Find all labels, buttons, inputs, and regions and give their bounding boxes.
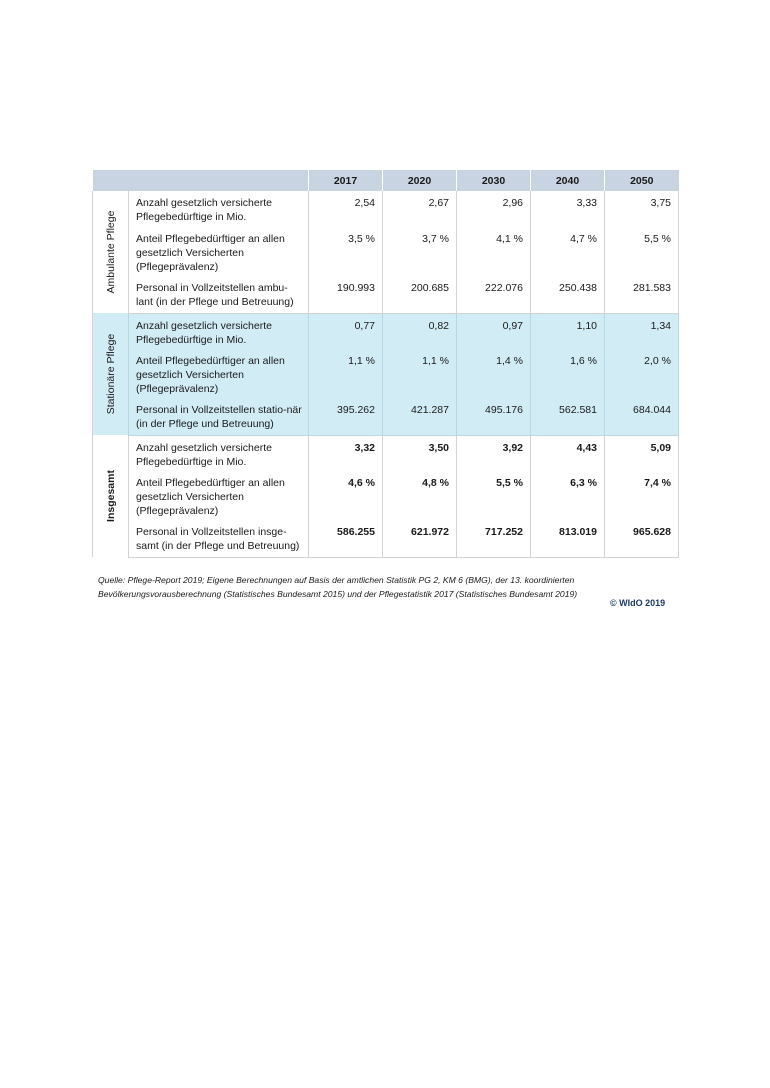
cell-value: 4,43 — [531, 435, 605, 471]
cell-value: 1,1 % — [383, 349, 457, 398]
cell-value: 395.262 — [309, 398, 383, 435]
cell-value: 1,1 % — [309, 349, 383, 398]
data-table-container — [92, 170, 678, 558]
cell-value: 965.628 — [605, 520, 679, 557]
cell-value: 2,54 — [309, 191, 383, 227]
cell-value: 190.993 — [309, 276, 383, 313]
cell-value: 495.176 — [457, 398, 531, 435]
cell-value: 3,92 — [457, 435, 531, 471]
table-footer — [98, 574, 674, 601]
row-label: Anzahl gesetzlich versicherte Pflegebedürftige in Mio. — [136, 441, 272, 468]
cell-value: 6,3 % — [531, 471, 605, 520]
cell-value: 2,96 — [457, 191, 531, 227]
header-empty-label — [129, 170, 309, 191]
cell-value: 3,32 — [309, 435, 383, 471]
care-projection-table — [92, 170, 679, 558]
source-note: Quelle: Pflege-Report 2019; Eigene Berechnungen auf Basis der amtlichen Statistik PG 2, KM 6 (BMG), der 13. koordinierten Bevölkerungsvorausberechnung (Statistisches Bundesamt 2015) und der Pflegestatistik 2017 (Statistisches Bundesamt 2019) — [98, 575, 578, 599]
cell-value: 0,77 — [309, 313, 383, 349]
cell-value: 200.685 — [383, 276, 457, 313]
cell-value: 5,5 % — [605, 227, 679, 276]
table-row — [93, 227, 679, 276]
header-empty-group — [93, 170, 129, 191]
cell-value: 586.255 — [309, 520, 383, 557]
cell-value: 3,7 % — [383, 227, 457, 276]
cell-value: 7,4 % — [605, 471, 679, 520]
section-label: Insgesamt — [104, 470, 117, 522]
table-row — [93, 435, 679, 471]
cell-value: 1,34 — [605, 313, 679, 349]
cell-value: 250.438 — [531, 276, 605, 313]
cell-value: 4,8 % — [383, 471, 457, 520]
cell-value: 281.583 — [605, 276, 679, 313]
cell-value: 621.972 — [383, 520, 457, 557]
cell-value: 3,33 — [531, 191, 605, 227]
row-label: Anteil Pflegebedürftiger an allen gesetzlich Versicherten (Pflegeprävalenz) — [136, 233, 285, 273]
table-row — [93, 471, 679, 520]
table-row — [93, 398, 679, 435]
cell-value: 5,5 % — [457, 471, 531, 520]
header-year: 2017 — [309, 170, 383, 191]
section-label-cell — [93, 191, 129, 313]
cell-value: 222.076 — [457, 276, 531, 313]
cell-value: 2,67 — [383, 191, 457, 227]
header-year: 2050 — [605, 170, 679, 191]
cell-value: 4,6 % — [309, 471, 383, 520]
table-row — [93, 349, 679, 398]
cell-value: 421.287 — [383, 398, 457, 435]
table-row — [93, 313, 679, 349]
cell-value: 684.044 — [605, 398, 679, 435]
section-label: Stationäre Pflege — [104, 333, 117, 415]
cell-value: 5,09 — [605, 435, 679, 471]
row-label: Anzahl gesetzlich versicherte Pflegebedürftige in Mio. — [129, 313, 309, 349]
section-label-cell — [93, 313, 129, 435]
cell-value: 1,10 — [531, 313, 605, 349]
cell-value: 4,1 % — [457, 227, 531, 276]
cell-value: 1,4 % — [457, 349, 531, 398]
cell-value: 0,97 — [457, 313, 531, 349]
row-label: Anzahl gesetzlich versicherte Pflegebedürftige in Mio. — [136, 197, 272, 223]
cell-value: 813.019 — [531, 520, 605, 557]
cell-value: 562.581 — [531, 398, 605, 435]
row-label: Anteil Pflegebedürftiger an allen gesetzlich Versicherten (Pflegeprävalenz) — [129, 349, 309, 398]
table-row — [93, 520, 679, 557]
cell-value: 1,6 % — [531, 349, 605, 398]
row-label: Personal in Vollzeitstellen insge-samt (in der Pflege und Betreuung) — [129, 520, 309, 557]
section-label-cell — [93, 435, 129, 557]
header-year: 2040 — [531, 170, 605, 191]
table-row — [93, 191, 679, 227]
cell-value: 717.252 — [457, 520, 531, 557]
cell-value: 3,5 % — [309, 227, 383, 276]
cell-value: 0,82 — [383, 313, 457, 349]
cell-value: 3,50 — [383, 435, 457, 471]
table-header-row — [93, 170, 679, 191]
cell-value: 3,75 — [605, 191, 679, 227]
cell-value: 4,7 % — [531, 227, 605, 276]
row-label: Anteil Pflegebedürftiger an allen gesetzlich Versicherten (Pflegeprävalenz) — [136, 477, 285, 517]
copyright-notice: © WIdO 2019 — [610, 598, 666, 608]
header-year: 2030 — [457, 170, 531, 191]
cell-value: 2,0 % — [605, 349, 679, 398]
header-year: 2020 — [383, 170, 457, 191]
row-label: Personal in Vollzeitstellen statio-när (in der Pflege und Betreuung) — [129, 398, 309, 435]
section-label: Ambulante Pflege — [104, 210, 117, 294]
table-row — [93, 276, 679, 313]
row-label: Personal in Vollzeitstellen ambu-lant (in der Pflege und Betreuung) — [129, 276, 309, 313]
